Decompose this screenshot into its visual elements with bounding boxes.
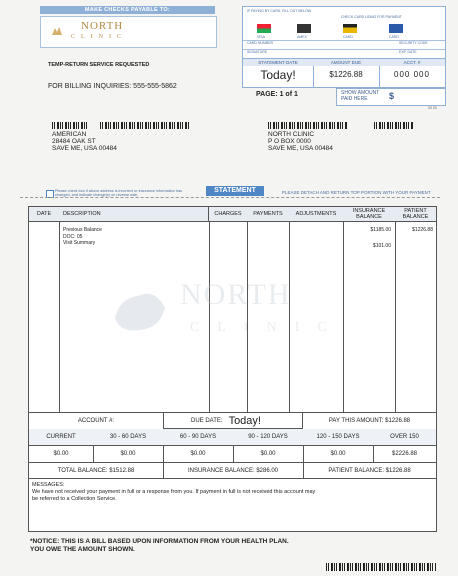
postal-barcode: [268, 122, 348, 129]
address-line: 28484 OAK ST: [52, 138, 96, 145]
statement-summary: [242, 58, 446, 88]
card-label: CARD: [343, 35, 353, 39]
pay-amount-label: PAY THIS AMOUNT:: [328, 418, 384, 424]
statement-label: STATEMENT: [206, 186, 264, 196]
card-box-title: IF PAYING BY CARD, FILL OUT BELOW: [247, 9, 311, 13]
acct-number: 000 000: [394, 70, 430, 79]
page-count: PAGE: 1 of 1: [256, 91, 298, 98]
detach-note: PLEASE DETACH AND RETURN TOP PORTION WITH YOUR PAYMENT: [282, 190, 431, 195]
aging-header: 90 - 120 DAYS: [233, 429, 304, 446]
visa-card-icon[interactable]: [257, 24, 271, 33]
amount-due-label: AMOUNT DUE: [313, 59, 379, 66]
watermark-sub: CLINIC: [190, 320, 345, 335]
pay-amount-cell: [303, 413, 436, 430]
aging-header: 120 - 150 DAYS: [303, 429, 374, 446]
aging-value: $0.00: [163, 445, 234, 463]
clinic-logo-icon: [51, 25, 63, 37]
address-line: NORTH CLINIC: [268, 131, 315, 138]
statement-date: Today!: [260, 68, 296, 82]
postal-barcode: [100, 122, 190, 129]
postal-barcode: [52, 122, 88, 129]
amount-due: $1226.88: [329, 70, 363, 79]
security-code-label: SECURITY CODE: [399, 41, 428, 45]
dollar-sign: $: [389, 91, 395, 101]
insurance-balance: INSURANCE BALANCE: $286.00: [163, 462, 304, 479]
column-header: PATIENT BALANCE: [395, 207, 436, 221]
show-amount-label: SHOW AMOUNT PAID HERE: [341, 90, 380, 102]
statement-date-label: STATEMENT DATE: [243, 59, 313, 66]
column-header: PAYMENTS: [247, 207, 290, 221]
watermark-name: NORTH: [180, 278, 292, 311]
aging-value: $0.00: [29, 445, 94, 463]
address-change-note: Please check box if above address is incorrect or insurance information has changed, and indicate change(s) on reverse side.: [55, 189, 183, 198]
patient-balance-cell: $1226.88: [412, 227, 433, 233]
account-label: ACCOUNT #:: [29, 413, 164, 430]
pay-amount: $1226.88: [385, 418, 411, 424]
due-date-cell: [163, 413, 303, 429]
aging-header: 30 - 60 DAYS: [93, 429, 164, 446]
document-barcode: [326, 563, 436, 571]
notice-line: *NOTICE: THIS IS A BILL BASED UPON INFORMATION FROM YOUR HEALTH PLAN.: [30, 538, 289, 545]
health-plan-notice: [30, 538, 289, 554]
messages-title: MESSAGES:: [32, 482, 65, 488]
card-label: VISA: [257, 35, 265, 39]
messages-box: [28, 478, 437, 532]
aging-value: $0.00: [93, 445, 164, 463]
address-line: P O BOX 0000: [268, 138, 311, 145]
temp-return-label: TEMP-RETURN SERVICE REQUESTED: [48, 62, 150, 68]
check-card-label: CHECK CARD USING FOR PAYMENT: [341, 15, 402, 19]
patient-address: [52, 131, 117, 152]
row-description: Previous Balance: [63, 227, 102, 233]
aging-header: 60 - 90 DAYS: [163, 429, 234, 446]
address-line: SAVE ME, USA 00484: [52, 145, 117, 152]
account-summary: [28, 412, 437, 480]
column-header: ADJUSTMENTS: [289, 207, 344, 221]
table-row: [63, 227, 102, 247]
notice-line: YOU OWE THE AMOUNT SHOWN.: [30, 546, 135, 553]
insurance-balance-cell: $1185.00: [370, 227, 391, 233]
aging-value: $0.00: [303, 445, 374, 463]
map-watermark-icon: [110, 278, 170, 338]
card-icon[interactable]: [389, 24, 403, 33]
card-payment-box: [242, 6, 446, 60]
aging-value: $0.00: [233, 445, 304, 463]
insurance-balance-cell: $101.00: [372, 243, 391, 249]
logo-sub: CLINIC: [71, 34, 127, 40]
column-header: CHARGES: [209, 207, 248, 221]
clinic-logo: [40, 16, 217, 48]
column-header: INSURANCE BALANCE: [343, 207, 396, 221]
aging-header: CURRENT: [29, 429, 94, 446]
column-header: DESCRIPTION: [59, 207, 209, 221]
due-date-label: DUE DATE:: [191, 417, 223, 424]
acct-label: ACCT. #: [379, 59, 445, 66]
messages-body: We have not received your payment in full or a response from you. If payment in full is not received this account may be referred to a Collection Service.: [32, 489, 316, 502]
card-number-label: CARD NUMBER: [247, 41, 274, 45]
patient-balance: PATIENT BALANCE: $1226.88: [328, 467, 411, 474]
aging-value: $2226.88: [373, 445, 436, 463]
postal-barcode: [374, 122, 414, 129]
remit-address: [268, 131, 333, 152]
exp-date-label: EXP. DATE: [399, 50, 417, 54]
aging-header: OVER 150: [373, 429, 436, 446]
total-balance: TOTAL BALANCE: $1512.88: [29, 462, 164, 479]
signature-label: SIGNATURE: [247, 50, 268, 54]
card-label: AMEX: [297, 35, 307, 39]
row-description: DOC: 05: [63, 233, 83, 240]
make-checks-header: MAKE CHECKS PAYABLE TO:: [40, 6, 215, 14]
clinic-watermark: [110, 270, 350, 360]
card-label: CARD: [389, 35, 399, 39]
due-date: Today!: [228, 414, 261, 427]
address-line: AMERICAN: [52, 131, 87, 138]
card-icon[interactable]: [343, 24, 357, 33]
form-code: 00 00: [428, 106, 437, 110]
billing-inquiries: FOR BILLING INQUIRIES: 555-555-5862: [48, 83, 177, 90]
amount-paid-input[interactable]: [336, 88, 446, 106]
perforation-line: [20, 197, 440, 198]
address-line: SAVE ME, USA 00484: [268, 145, 333, 152]
column-header: DATE: [29, 207, 60, 221]
amex-card-icon[interactable]: [297, 24, 311, 33]
row-description: Visit Summary: [63, 240, 96, 246]
logo-name: NORTH: [81, 20, 124, 32]
